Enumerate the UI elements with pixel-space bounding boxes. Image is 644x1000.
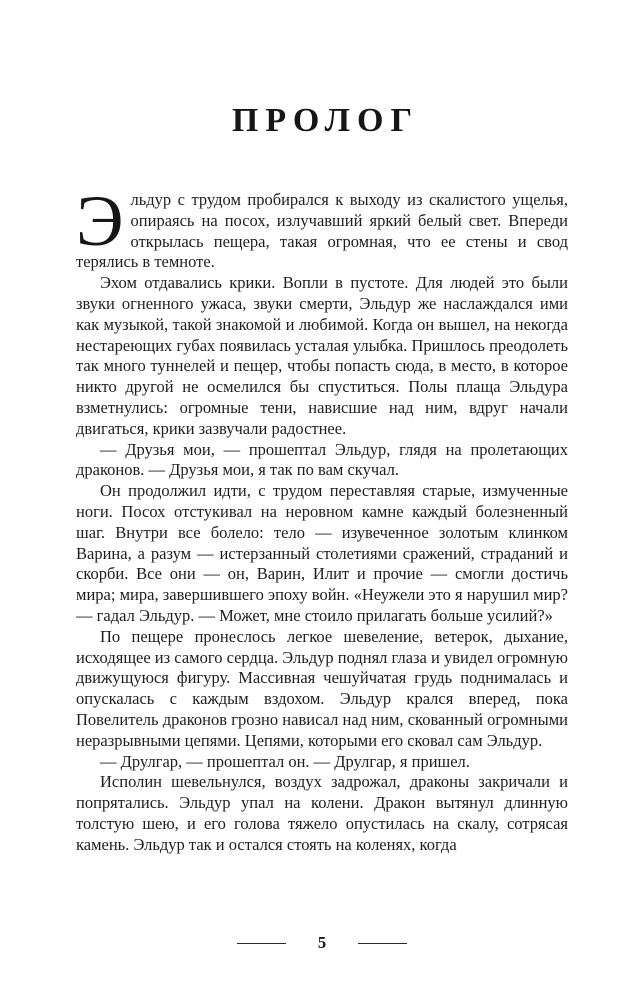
paragraph: Эхом отдавались крики. Вопли в пустоте. Для людей это были звуки огненного ужаса, звуки смерти, Эльдур же наслаждался ими как музыкой, такой знакомой и любимой. Когда он вышел, на некогда нестареющих губах появилась усталая улыбка. Пришлось преодолеть так много туннелей и пещер, чтобы попасть сюда, в место, в которое никто другой не осмелился бы спуститься. Полы плаща Эльдура взметнулись: огромные тени, нависшие над ним, вдруг начали двигаться, крики зазвучали радостнее. [76,273,568,438]
paragraph-dialogue: — Друлгар, — прошептал он. — Друлгар, я пришел. [100,751,470,771]
footer-rule-right [358,943,407,944]
drop-cap: Э [76,181,124,261]
paragraph-text: льдур с трудом пробирался к выходу из скалистого ущелья, опираясь на посох, излучавший яркий белый свет. Впереди открылась пещера, такая огромная, что ее стены и свод терялись в темноте. [76,190,568,272]
paragraph: По пещере пронеслось легкое шевеление, ветерок, дыхание, исходящее из самого сердца. Эльдур поднял глаза и увидел огромную движущуюся фигуру. Массивная чешуйчатая грудь поднималась и опускалась с каждым вздохом. Эльдур крался вперед, пока Повелитель драконов грозно нависал над ним, скованный огромными неразрывными цепями. Цепями, которыми его сковал сам Эльдур. [76,626,568,750]
paragraph-dialogue: — Друзья мои, — прошептал Эльдур, глядя на пролетающих драконов. — Друзья мои, я так по вам скучал. [76,439,568,480]
paragraph: Исполин шевельнулся, воздух задрожал, драконы закричали и попрятались. Эльдур упал на колени. Дракон вытянул длинную толстую шею, и его голова тяжело опустилась на скалу, сотрясая камень. Эльдур так и остался стоять на коленях, когда [76,772,568,854]
page-footer [0,933,644,953]
footer-rule-left [237,943,286,944]
paragraph-opening [76,181,568,273]
chapter-title: ПРОЛОГ [231,102,420,139]
page-number: 5 [317,933,327,952]
paragraph: Он продолжил идти, с трудом переставляя старые, измученные ноги. Посох отстукивал на неровном камне каждый болезненный шаг. Внутри все болело: тело — изувеченное золотым клинком Варина, а разум — истерзанный столетиями сражений, страданий и скорби. Все они — он, Варин, Илит и прочие — смогли достичь мира; мира, завершившего эпоху войн. «Неужели это я нарушил мир? — гадал Эльдур. — Может, мне стоило прилагать больше усилий?» [76,481,568,625]
body-text [76,181,568,856]
